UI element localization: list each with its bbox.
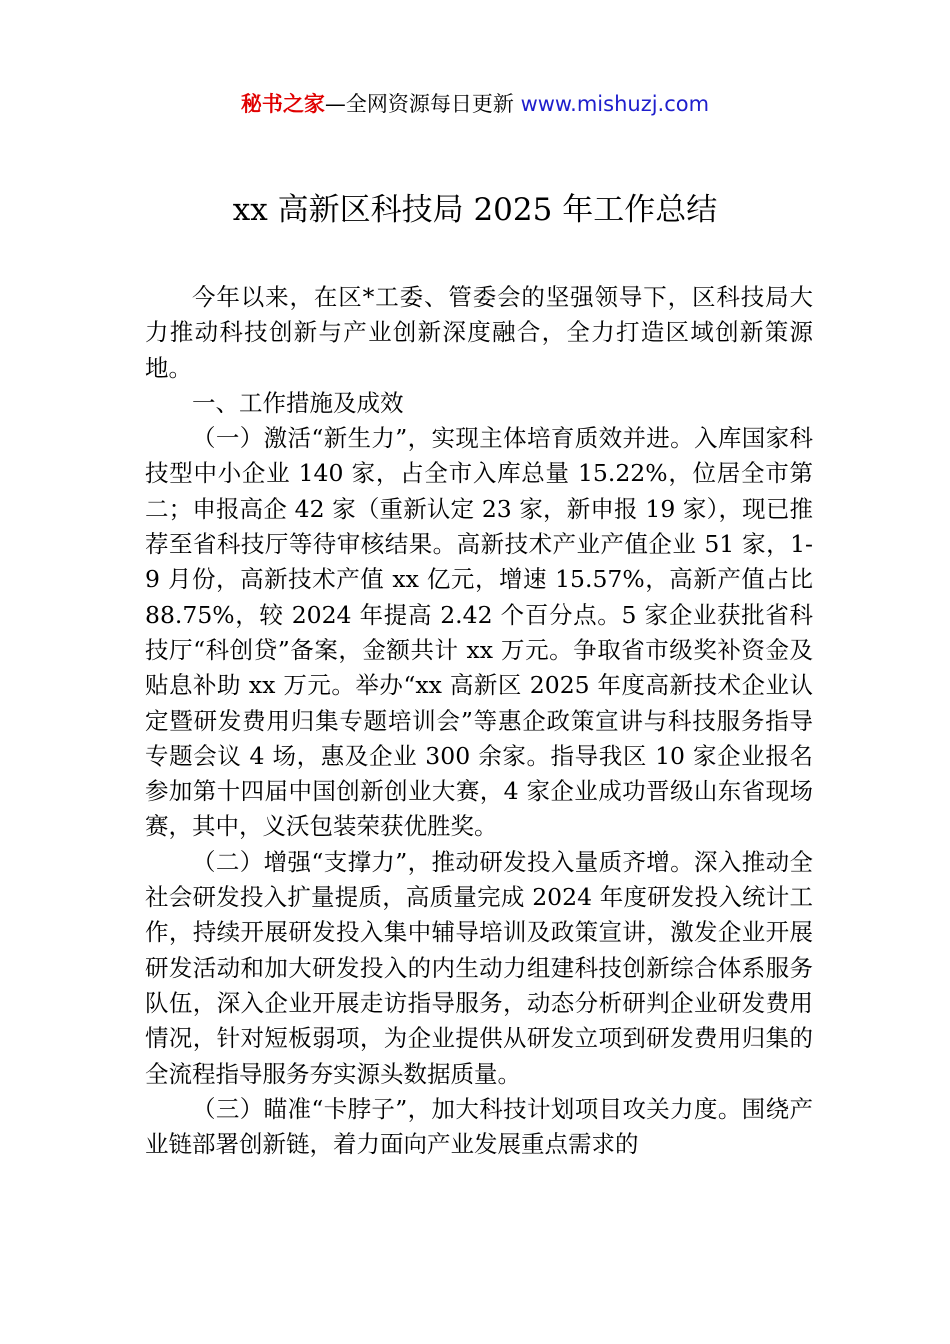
site-tagline: —全网资源每日更新 [324,92,514,116]
paragraph-section-1: （一）激活“新生力”，实现主体培育质效并进。入库国家科技型中小企业 140 家，占全市入库总量 15.22%，位居全市第二；申报高企 42 家（重新认定 23 家，新申报 19 家），现已推荐至省科技厅等待审核结果。高新技术产业产值企业 51 家，1-9 月份，高新技术产值 xx 亿元，增速 15.57%，高新产值占比 88.75%，较 2024 年提高 2.42 个百分点。5 家企业获批省科技厅“科创贷”备案，金额共计 xx 万元。争取省市级奖补资金及贴息补助 xx 万元。举办“xx 高新区 2025 年度高新技术企业认定暨研发费用归集专题培训会”等惠企政策宣讲与科技服务指导专题会议 4 场，惠及企业 300 余家。指导我区 10 家企业报名参加第十四届中国创新创业大赛，4 家企业成功晋级山东省现场赛，其中，义沃包装荣获优胜奖。 [145,424,813,841]
paragraph-intro: 今年以来，在区*工委、管委会的坚强领导下，区科技局大力推动科技创新与产业创新深度融合，全力打造区域创新策源地。 [145,283,813,382]
document-body [145,280,813,1162]
site-header [0,86,950,122]
site-brand: 秘书之家 [240,92,325,116]
document-title: xx 高新区科技局 2025 年工作总结 [232,192,718,228]
paragraph-section-2: （二）增强“支撑力”，推动研发投入量质齐增。深入推动全社会研发投入扩量提质，高质量完成 2024 年度研发投入统计工作，持续开展研发投入集中辅导培训及政策宣讲，激发企业开展研发活动和加大研发投入的内生动力组建科技创新综合体系服务队伍，深入企业开展走访指导服务，动态分析研判企业研发费用情况，针对短板弱项，为企业提供从研发立项到研发费用归集的全流程指导服务夯实源头数据质量。 [145,847,813,1088]
section-heading: 一、工作措施及成效 [192,388,404,417]
paragraph-section-3: （三）瞄准“卡脖子”，加大科技计划项目攻关力度。围绕产业链部署创新链，着力面向产业发展重点需求的 [145,1094,813,1159]
site-url-link[interactable]: www.mishuzj.com [520,92,710,116]
